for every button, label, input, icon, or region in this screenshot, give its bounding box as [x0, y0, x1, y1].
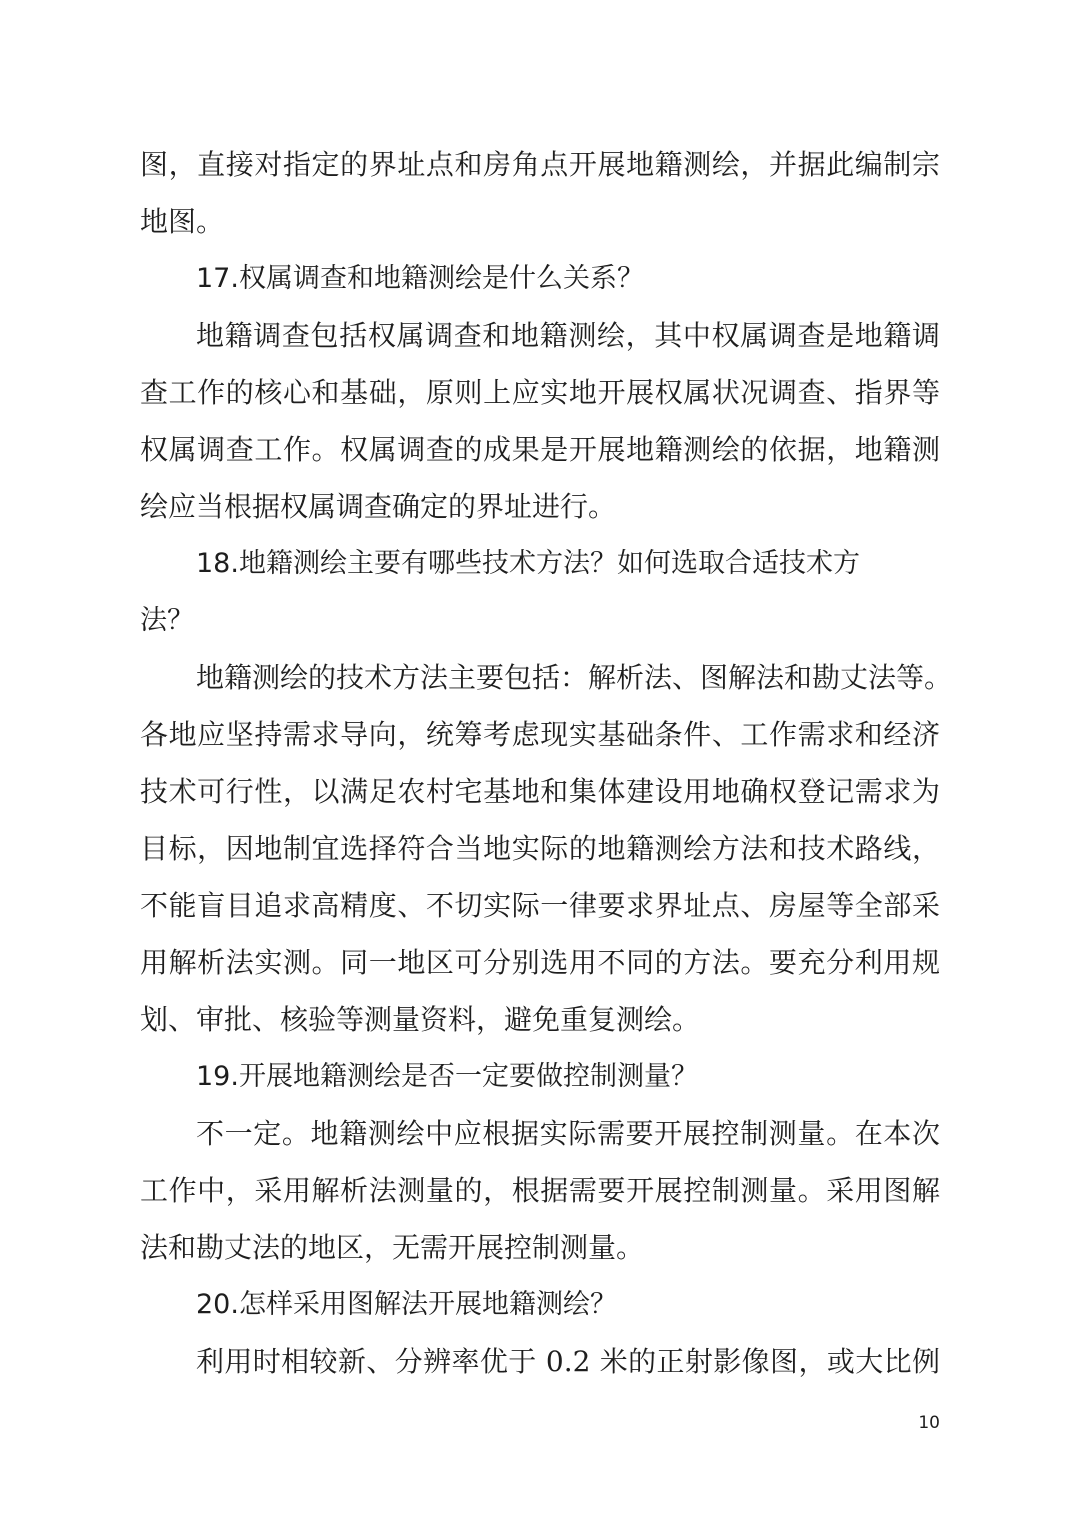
- body-text-line: 地图。: [140, 205, 225, 238]
- question-heading: 18.地籍测绘主要有哪些技术方法？如何选取合适技术方: [196, 548, 860, 579]
- body-text-line: 用解析法实测。同一地区可分别选用不同的方法。要充分利用规: [140, 946, 940, 979]
- question-heading: 20.怎样采用图解法开展地籍测绘？: [196, 1289, 617, 1320]
- body-text-line: 不能盲目追求高精度、不切实际一律要求界址点、房屋等全部采: [140, 889, 940, 922]
- body-text-line: 不一定。地籍测绘中应根据实际需要开展控制测量。在本次: [196, 1117, 940, 1150]
- body-text-line: 利用时相较新、分辨率优于 0.2 米的正射影像图，或大比例: [196, 1345, 940, 1378]
- question-heading: 法？: [140, 605, 194, 636]
- page-number: 10: [918, 1413, 940, 1433]
- body-text-line: 绘应当根据权属调查确定的界址进行。: [140, 490, 617, 523]
- body-text-line: 查工作的核心和基础，原则上应实地开展权属状况调查、指界等: [140, 376, 940, 409]
- body-text-line: 目标，因地制宜选择符合当地实际的地籍测绘方法和技术路线，: [140, 832, 940, 865]
- body-text-line: 地籍调查包括权属调查和地籍测绘，其中权属调查是地籍调: [196, 319, 940, 352]
- question-heading: 17.权属调查和地籍测绘是什么关系？: [196, 263, 644, 294]
- body-text-line: 法和勘丈法的地区，无需开展控制测量。: [140, 1231, 645, 1264]
- body-text-line: 划、审批、核验等测量资料，避免重复测绘。: [140, 1003, 701, 1036]
- question-heading: 19.开展地籍测绘是否一定要做控制测量？: [196, 1061, 698, 1092]
- body-text-line: 图，直接对指定的界址点和房角点开展地籍测绘，并据此编制宗: [140, 148, 940, 181]
- body-text-line: 各地应坚持需求导向，统筹考虑现实基础条件、工作需求和经济: [140, 718, 940, 751]
- body-text-line: 地籍测绘的技术方法主要包括：解析法、图解法和勘丈法等。: [196, 661, 953, 694]
- body-text-line: 权属调查工作。权属调查的成果是开展地籍测绘的依据，地籍测: [140, 433, 940, 466]
- body-text-line: 技术可行性，以满足农村宅基地和集体建设用地确权登记需求为: [140, 775, 940, 808]
- body-text-line: 工作中，采用解析法测量的，根据需要开展控制测量。采用图解: [140, 1174, 940, 1207]
